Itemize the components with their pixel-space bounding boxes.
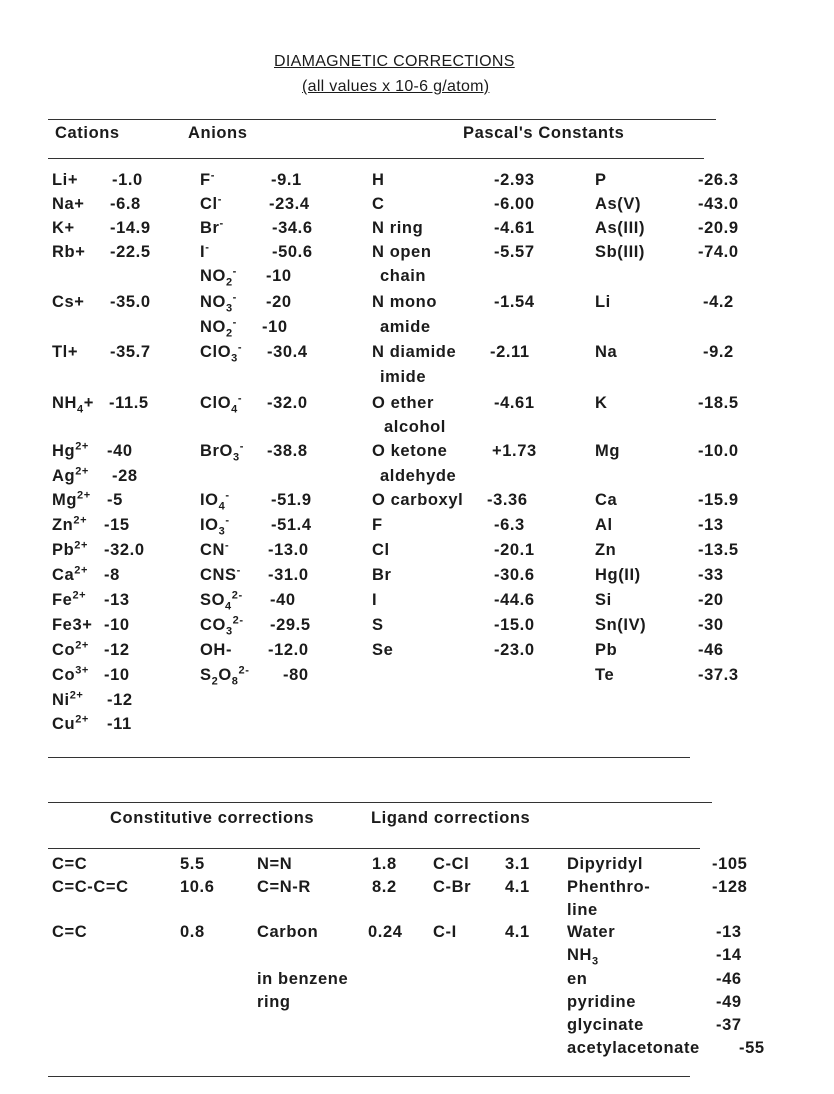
anion-name: ClO$_4$- [200,392,243,416]
pascal-name: N ring [372,219,424,237]
cation-value: -12 [104,641,130,659]
pascal-value: -13.5 [698,541,739,559]
constitutive-value: 1.8 [372,855,397,873]
pascal-value: -3.36 [487,491,528,509]
cation-name: Tl+ [52,343,79,361]
anion-name: $NO_2^-$ [200,316,237,340]
pascal-value: -2.11 [490,343,530,361]
cation-value: -13 [104,591,130,609]
anion-value: -51.9 [271,491,312,509]
cation-value: -8 [104,566,120,584]
pascal-value: -30.6 [494,566,535,584]
anion-value: -10 [266,267,292,285]
pascal-name: Zn [595,541,617,559]
anion-value: -34.6 [272,219,313,237]
pascal-value: -20.1 [494,541,535,559]
pascal-name: I [372,591,378,609]
constitutive-name: Carbon [257,923,319,941]
cation-name: $Pb^{2+}$ [52,539,89,559]
cation-name: $Cu^{2+}$ [52,713,89,733]
anion-value: -12.0 [268,641,309,659]
anion-name: BrO$_3$- [200,440,244,464]
anion-value: -32.0 [267,394,308,412]
constitutive-value: 3.1 [505,855,530,873]
anion-name: OH- [200,641,233,659]
pascal-name: Br [372,566,392,584]
ligand-name: $NH_3$ [567,946,599,968]
pascal-value: -37.3 [698,666,739,684]
anion-value: -31.0 [268,566,309,584]
pascal-name: As(V) [595,195,642,213]
pascal-name: Pb [595,641,618,659]
pascal-name: N diamide [372,343,457,361]
anion-value: -23.4 [269,195,310,213]
ligand-value: -14 [716,946,742,964]
pascal-name-cont: alcohol [384,418,446,436]
anion-value: -9.1 [271,171,302,189]
pascal-value: -4.2 [703,293,734,311]
cation-value: -40 [107,442,133,460]
constitutive-value: 0.24 [368,923,403,941]
constitutive-value: 4.1 [505,923,530,941]
pascal-value: -6.00 [494,195,535,213]
cation-name: $Co^{3+}$ [52,664,89,684]
ligand-name-cont: line [567,901,598,919]
ligand-value: -55 [739,1039,765,1057]
lower-top-rule [48,802,712,803]
anion-value: -50.6 [272,243,313,261]
constitutive-name: C=C [52,923,88,941]
ligand-value: -105 [712,855,748,873]
cation-value: -5 [107,491,123,509]
pascal-value: -74.0 [698,243,739,261]
pascal-name: H [372,171,385,189]
anion-value: -40 [270,591,296,609]
anion-name: I- [200,241,210,261]
pascal-value: -1.54 [494,293,535,311]
pascal-name: P [595,171,607,189]
pascal-value: +1.73 [492,442,537,460]
cation-value: -32.0 [104,541,145,559]
anion-value: -10 [262,318,288,336]
lower-header-rule [48,848,700,849]
constitutive-name: C-Cl [433,855,470,873]
ligand-value: -128 [712,878,748,896]
anion-value: -38.8 [267,442,308,460]
constitutive-name: C-Br [433,878,472,896]
pascal-name: Si [595,591,612,609]
ligand-name: Dipyridyl [567,855,644,873]
cation-value: -22.5 [110,243,151,261]
anion-value: -80 [283,666,309,684]
pascal-name: K [595,394,608,412]
constitutive-value: 4.1 [505,878,530,896]
cation-name: $Hg^{2+}$ [52,440,89,460]
pascal-name: N open [372,243,432,261]
pascal-value: -23.0 [494,641,535,659]
cation-name: K+ [52,219,75,237]
pascal-name: F [372,516,383,534]
top-rule [48,119,716,120]
pascal-name: Al [595,516,613,534]
ligand-name: acetylacetonate [567,1039,700,1057]
pascal-name: Se [372,641,394,659]
anion-name: $NO_3^-$ [200,291,237,315]
constitutive-note: in benzene [257,970,349,988]
pascal-name-cont: aldehyde [380,467,457,485]
cation-value: -14.9 [110,219,151,237]
pascal-name: N mono [372,293,438,311]
ligand-value: -37 [716,1016,742,1034]
pascal-name: Na [595,343,618,361]
anions-header: Anions [188,124,248,142]
cation-value: -35.0 [110,293,151,311]
pascal-value: -20.9 [698,219,739,237]
cation-value: -10 [104,616,130,634]
anion-name: CNS- [200,564,241,584]
pascal-name: Cl [372,541,390,559]
page-subtitle: (all values x 10-6 g/atom) [302,78,490,95]
anion-name: $IO_4^-$ [200,489,230,513]
ligand-name: Phenthro- [567,878,651,896]
anion-value: -29.5 [270,616,311,634]
cation-name: $Zn^{2+}$ [52,514,88,534]
pascal-value: -4.61 [494,219,535,237]
pascal-name: Sn(IV) [595,616,647,634]
cation-name: $Ag^{2+}$ [52,465,89,485]
cation-value: -15 [104,516,130,534]
pascal-value: -43.0 [698,195,739,213]
pascal-name: O ether [372,394,434,412]
cation-value: -28 [112,467,138,485]
upper-bottom-rule [48,757,690,758]
lower-bottom-rule [48,1076,690,1077]
pascal-value: -33 [698,566,724,584]
cation-name: $Fe^{2+}$ [52,589,87,609]
pascal-value: -9.2 [703,343,734,361]
page-title: DIAMAGNETIC CORRECTIONS [274,53,515,70]
anion-name: $S_2O_8^{2-}$ [200,664,250,688]
cation-name: $Ni^{2+}$ [52,689,84,709]
pascal-name-cont: amide [380,318,431,336]
anion-name: ClO$_3$- [200,341,243,365]
constitutive-value: 0.8 [180,923,205,941]
pascal-value: -15.0 [494,616,535,634]
anion-name: Br- [200,217,224,237]
ligand-name: en [567,970,588,988]
anion-name: F- [200,169,215,189]
cation-value: -11.5 [109,394,149,412]
cation-name: Fe3+ [52,616,93,634]
cation-name: $Co^{2+}$ [52,639,89,659]
anion-value: -20 [266,293,292,311]
pascal-value: -46 [698,641,724,659]
cation-value: -10 [104,666,130,684]
constitutive-value: 8.2 [372,878,397,896]
pascal-name-cont: chain [380,267,427,285]
pascal-value: -6.3 [494,516,525,534]
pascal-name: O ketone [372,442,448,460]
cation-name: Cs+ [52,293,85,311]
pascal-value: -20 [698,591,724,609]
constitutive-header: Constitutive corrections [110,809,315,827]
ligand-name: Water [567,923,616,941]
ligand-value: -49 [716,993,742,1011]
pascal-name: S [372,616,384,634]
pascal-value: -4.61 [494,394,535,412]
ligand-value: -13 [716,923,742,941]
constitutive-value: 10.6 [180,878,215,896]
anion-value: -51.4 [271,516,312,534]
pascal-name-cont: imide [380,368,427,386]
cation-value: -6.8 [110,195,141,213]
cation-name: Na+ [52,195,85,213]
pascal-value: -2.93 [494,171,535,189]
ligand-header: Ligand corrections [371,809,531,827]
ligand-name: pyridine [567,993,636,1011]
pascal-name: Li [595,293,611,311]
cation-value: -11 [107,715,132,733]
pascal-value: -18.5 [698,394,739,412]
header-rule [48,158,704,159]
anion-value: -30.4 [267,343,308,361]
cation-name: $Mg^{2+}$ [52,489,91,509]
constitutive-name: C-I [433,923,457,941]
constitutive-value: 5.5 [180,855,205,873]
cation-value: -1.0 [112,171,143,189]
cation-name: $NH_4+$ [52,394,95,416]
constitutive-name: C=C [52,855,88,873]
cation-name: $Ca^{2+}$ [52,564,89,584]
pascal-name: Mg [595,442,621,460]
pascal-name: As(III) [595,219,646,237]
pascal-name: Sb(III) [595,243,646,261]
constitutive-note: ring [257,993,291,1011]
anion-name: $CO_3^{2-}$ [200,614,244,638]
cations-header: Cations [55,124,120,142]
pascal-value: -10.0 [698,442,739,460]
anion-name: $IO_3^-$ [200,514,230,538]
pascal-value: -15.9 [698,491,739,509]
pascal-value: -44.6 [494,591,535,609]
pascal-value: -30 [698,616,724,634]
ligand-name: glycinate [567,1016,644,1034]
cation-name: Li+ [52,171,79,189]
pascal-name: Ca [595,491,618,509]
constitutive-name: C=C-C=C [52,878,129,896]
cation-value: -35.7 [110,343,151,361]
pascal-header: Pascal's Constants [463,124,625,142]
pascal-name: O carboxyl [372,491,464,509]
constitutive-name: C=N-R [257,878,311,896]
pascal-name: Te [595,666,615,684]
pascal-value: -13 [698,516,724,534]
anion-name: $SO_4^{2-}$ [200,589,243,613]
anion-name: $NO_2^-$ [200,265,237,289]
cation-name: Rb+ [52,243,86,261]
cation-value: -12 [107,691,133,709]
pascal-name: C [372,195,385,213]
pascal-name: Hg(II) [595,566,641,584]
pascal-value: -26.3 [698,171,739,189]
pascal-value: -5.57 [494,243,535,261]
ligand-value: -46 [716,970,742,988]
anion-value: -13.0 [268,541,309,559]
anion-name: CN- [200,539,230,559]
anion-name: Cl- [200,193,222,213]
constitutive-name: N=N [257,855,293,873]
